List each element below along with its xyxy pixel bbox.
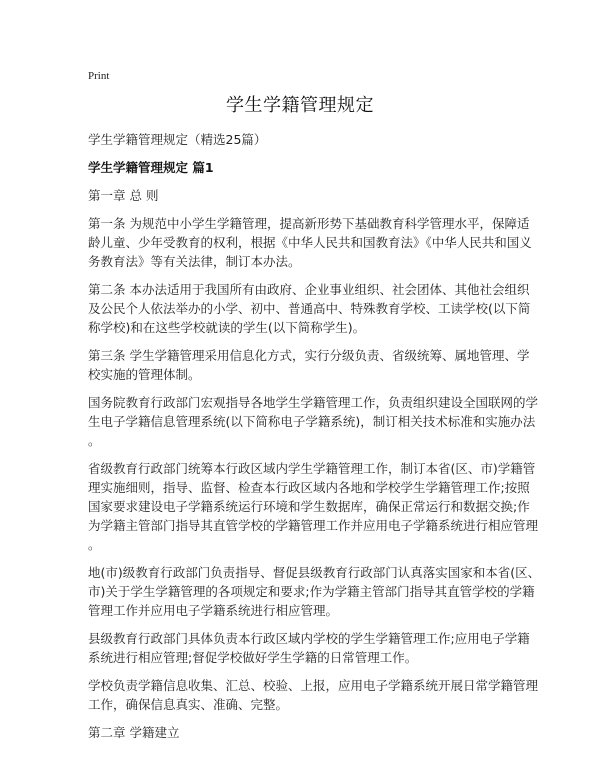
text-line: 生电子学籍信息管理系统(以下简称电子学籍系统)，制订相关技术标准和实施办法 — [88, 414, 536, 429]
text-line: 第二条 本办法适用于我国所有由政府、企业事业组织、社会团体、其他社会组织 — [88, 282, 530, 297]
document-body — [88, 186, 541, 751]
text-line: 为学籍主管部门指导其直管学校的学籍管理工作并应用电子学籍系统进行相应管理 — [88, 518, 539, 533]
text-line: 系统进行相应管理;督促学校做好学生学籍的日常管理工作。 — [88, 650, 418, 665]
article-paragraph — [88, 629, 528, 667]
document-title: 学生学籍管理规定 — [226, 95, 374, 116]
text-line: 工作，确保信息真实、准确、完整。 — [88, 697, 289, 712]
document-subtitle: 学生学籍管理规定（精选25篇） — [88, 132, 267, 147]
chapter-heading — [88, 186, 528, 205]
print-label: Print — [88, 70, 110, 82]
article-paragraph — [88, 280, 531, 337]
article-paragraph — [88, 676, 539, 714]
text-line: 第二章 学籍建立 — [88, 725, 180, 740]
text-line: 市)关于学生学籍管理的各项规定和要求;作为学籍主管部门指导其直管学校的学籍 — [88, 584, 535, 599]
text-line: 学校负责学籍信息收集、汇总、校验、上报，应用电子学籍系统开展日常学籍管理 — [88, 678, 539, 693]
text-line: 。 — [88, 537, 101, 552]
text-line: 校实施的管理体制。 — [88, 367, 201, 382]
text-line: 县级教育行政部门具体负责本行政区域内学校的学生学籍管理工作;应用电子学籍 — [88, 631, 530, 646]
text-line: 务教育法》等有关法律，制订本办法。 — [88, 254, 301, 269]
chapter-heading — [88, 723, 528, 742]
text-line: 。 — [88, 433, 101, 448]
section-heading: 学生学籍管理规定 篇1 — [88, 160, 214, 175]
text-line: 国务院教育行政部门宏观指导各地学生学籍管理工作，负责组织建设全国联网的学 — [88, 395, 539, 410]
text-line: 理实施细则，指导、监督、检查本行政区域内各地和学校学生学籍管理工作;按照 — [88, 480, 530, 495]
article-paragraph — [88, 214, 532, 271]
text-line: 国家要求建设电子学籍系统运行环境和学生数据库，确保正常运行和数据交换;作 — [88, 499, 530, 514]
article-paragraph — [88, 346, 528, 384]
text-line: 称学校)和在这些学校就读的学生(以下简称学生)。 — [88, 320, 366, 335]
article-paragraph — [88, 393, 539, 450]
article-paragraph — [88, 459, 539, 554]
text-line: 管理工作并应用电子学籍系统进行相应管理。 — [88, 603, 339, 618]
text-line: 第一条 为规范中小学生学籍管理，提高新形势下基础教育科学管理水平，保障适 — [88, 216, 530, 231]
text-line: 第三条 学生学籍管理采用信息化方式，实行分级负责、省级统筹、属地管理、学 — [88, 348, 530, 363]
text-line: 龄儿童、少年受教育的权利，根据《中华人民共和国教育法》《中华人民共和国义 — [88, 235, 532, 250]
article-paragraph — [88, 563, 541, 620]
text-line: 及公民个人依法举办的小学、初中、普通高中、特殊教育学校、工读学校(以下简 — [88, 301, 531, 316]
text-line: 地(市)级教育行政部门负责指导、督促县级教育行政部门认真落实国家和本省(区、 — [88, 565, 541, 580]
text-line: 第一章 总 则 — [88, 188, 159, 203]
text-line: 省级教育行政部门统筹本行政区域内学生学籍管理工作，制订本省(区、市)学籍管 — [88, 461, 536, 476]
